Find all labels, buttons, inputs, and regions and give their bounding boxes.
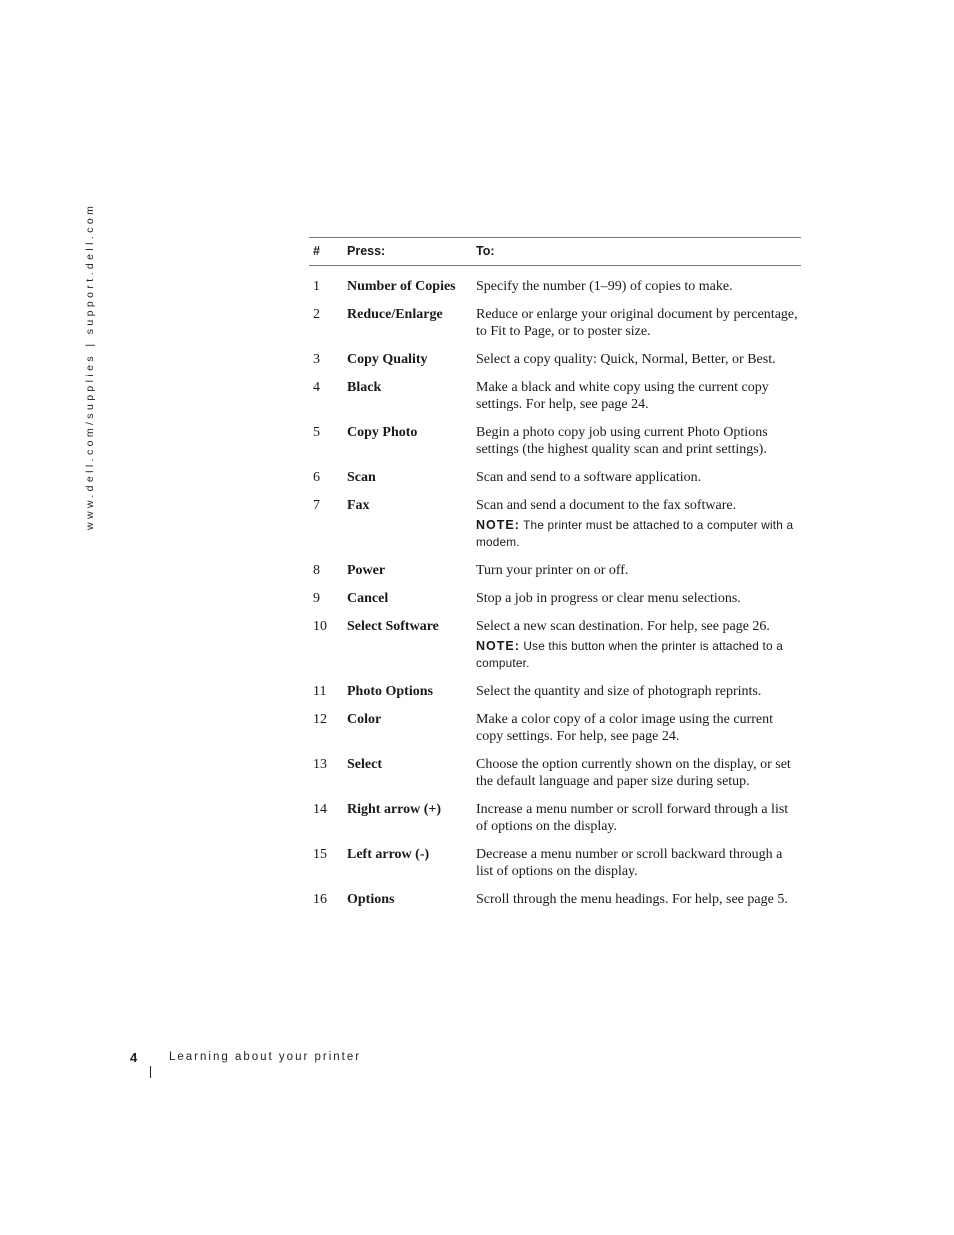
row-number: 9 bbox=[313, 591, 320, 606]
row-button-name: Color bbox=[347, 712, 382, 727]
row-number: 4 bbox=[313, 380, 320, 395]
table-row bbox=[309, 700, 801, 745]
table-row bbox=[309, 607, 801, 672]
row-button-name: Select Software bbox=[347, 619, 439, 634]
row-description-cell bbox=[476, 413, 801, 458]
note-label: NOTE: bbox=[476, 639, 520, 653]
row-number: 13 bbox=[313, 757, 327, 772]
row-note bbox=[476, 638, 801, 672]
row-number: 15 bbox=[313, 847, 327, 862]
row-description: Begin a photo copy job using current Photo Options settings (the highest quality scan and print settings). bbox=[476, 425, 768, 457]
row-button-name: Right arrow (+) bbox=[347, 802, 442, 817]
table-row bbox=[309, 295, 801, 340]
note-text: Use this button when the printer is attached to a computer. bbox=[476, 639, 784, 670]
row-description-cell bbox=[476, 486, 801, 551]
row-number: 6 bbox=[313, 470, 320, 485]
row-description: Select a new scan destination. For help, see page 26. bbox=[476, 619, 770, 634]
table-row bbox=[309, 579, 801, 607]
row-description-cell bbox=[476, 266, 801, 296]
row-description-cell bbox=[476, 458, 801, 486]
row-number: 8 bbox=[313, 563, 320, 578]
row-description: Increase a menu number or scroll forward through a list of options on the display. bbox=[476, 802, 789, 834]
section-title: Learning about your printer bbox=[169, 1051, 362, 1063]
row-description: Reduce or enlarge your original document by percentage, to Fit to Page, or to poster size. bbox=[476, 307, 798, 339]
table-row bbox=[309, 835, 801, 880]
row-description-cell bbox=[476, 672, 801, 700]
table-row bbox=[309, 880, 801, 908]
row-number: 11 bbox=[313, 684, 327, 699]
row-description: Scan and send a document to the fax software. bbox=[476, 498, 737, 513]
row-number: 1 bbox=[313, 279, 320, 294]
row-description: Decrease a menu number or scroll backward through a list of options on the display. bbox=[476, 847, 783, 879]
table-row bbox=[309, 745, 801, 790]
table-row bbox=[309, 340, 801, 368]
table-row bbox=[309, 458, 801, 486]
table-row bbox=[309, 551, 801, 579]
table-row bbox=[309, 486, 801, 551]
row-description: Make a color copy of a color image using the current copy settings. For help, see page 24. bbox=[476, 712, 774, 744]
footer-divider bbox=[150, 1066, 151, 1078]
row-button-name: Left arrow (-) bbox=[347, 847, 430, 862]
row-button-name: Fax bbox=[347, 498, 370, 513]
row-number: 16 bbox=[313, 892, 327, 907]
row-note bbox=[476, 517, 801, 551]
row-button-name: Reduce/Enlarge bbox=[347, 307, 443, 322]
row-number: 2 bbox=[313, 307, 320, 322]
row-button-name: Number of Copies bbox=[347, 279, 456, 294]
row-description-cell bbox=[476, 340, 801, 368]
page-number: 4 bbox=[130, 1050, 138, 1065]
row-button-name: Cancel bbox=[347, 591, 389, 606]
row-description: Scan and send to a software application. bbox=[476, 470, 702, 485]
row-number: 14 bbox=[313, 802, 327, 817]
row-description: Stop a job in progress or clear menu selections. bbox=[476, 591, 741, 606]
row-description-cell bbox=[476, 295, 801, 340]
table-row bbox=[309, 413, 801, 458]
row-description-cell bbox=[476, 579, 801, 607]
row-button-name: Copy Photo bbox=[347, 425, 418, 440]
side-url-text: www.dell.com/supplies | support.dell.com bbox=[84, 202, 96, 530]
note-text: The printer must be attached to a computer with a modem. bbox=[476, 518, 794, 549]
row-button-name: Options bbox=[347, 892, 395, 907]
row-number: 3 bbox=[313, 352, 320, 367]
row-description-cell bbox=[476, 880, 801, 908]
row-button-name: Power bbox=[347, 563, 386, 578]
row-number: 12 bbox=[313, 712, 327, 727]
row-description-cell bbox=[476, 368, 801, 413]
table-header-row bbox=[309, 238, 801, 266]
row-description-cell bbox=[476, 607, 801, 672]
row-button-name: Photo Options bbox=[347, 684, 433, 699]
control-panel-table bbox=[309, 237, 801, 908]
row-number: 10 bbox=[313, 619, 327, 634]
row-description: Select the quantity and size of photograph reprints. bbox=[476, 684, 762, 699]
row-button-name: Black bbox=[347, 380, 382, 395]
row-description-cell bbox=[476, 790, 801, 835]
row-description-cell bbox=[476, 745, 801, 790]
table-row bbox=[309, 368, 801, 413]
row-description-cell bbox=[476, 700, 801, 745]
header-to: To: bbox=[476, 238, 801, 266]
row-description: Turn your printer on or off. bbox=[476, 563, 629, 578]
row-description-cell bbox=[476, 551, 801, 579]
row-description: Select a copy quality: Quick, Normal, Better, or Best. bbox=[476, 352, 776, 367]
row-description-cell bbox=[476, 835, 801, 880]
row-button-name: Select bbox=[347, 757, 382, 772]
row-description: Scroll through the menu headings. For help, see page 5. bbox=[476, 892, 788, 907]
header-number: # bbox=[309, 238, 347, 266]
table-row bbox=[309, 790, 801, 835]
table-row bbox=[309, 266, 801, 296]
row-button-name: Scan bbox=[347, 470, 376, 485]
table-row bbox=[309, 672, 801, 700]
note-label: NOTE: bbox=[476, 518, 520, 532]
row-description: Specify the number (1–99) of copies to make. bbox=[476, 279, 733, 294]
row-number: 5 bbox=[313, 425, 320, 440]
row-description: Choose the option currently shown on the display, or set the default language and paper size during setup. bbox=[476, 757, 791, 789]
header-press: Press: bbox=[347, 238, 476, 266]
row-description: Make a black and white copy using the current copy settings. For help, see page 24. bbox=[476, 380, 769, 412]
table-body bbox=[309, 266, 801, 909]
row-number: 7 bbox=[313, 498, 320, 513]
row-button-name: Copy Quality bbox=[347, 352, 428, 367]
